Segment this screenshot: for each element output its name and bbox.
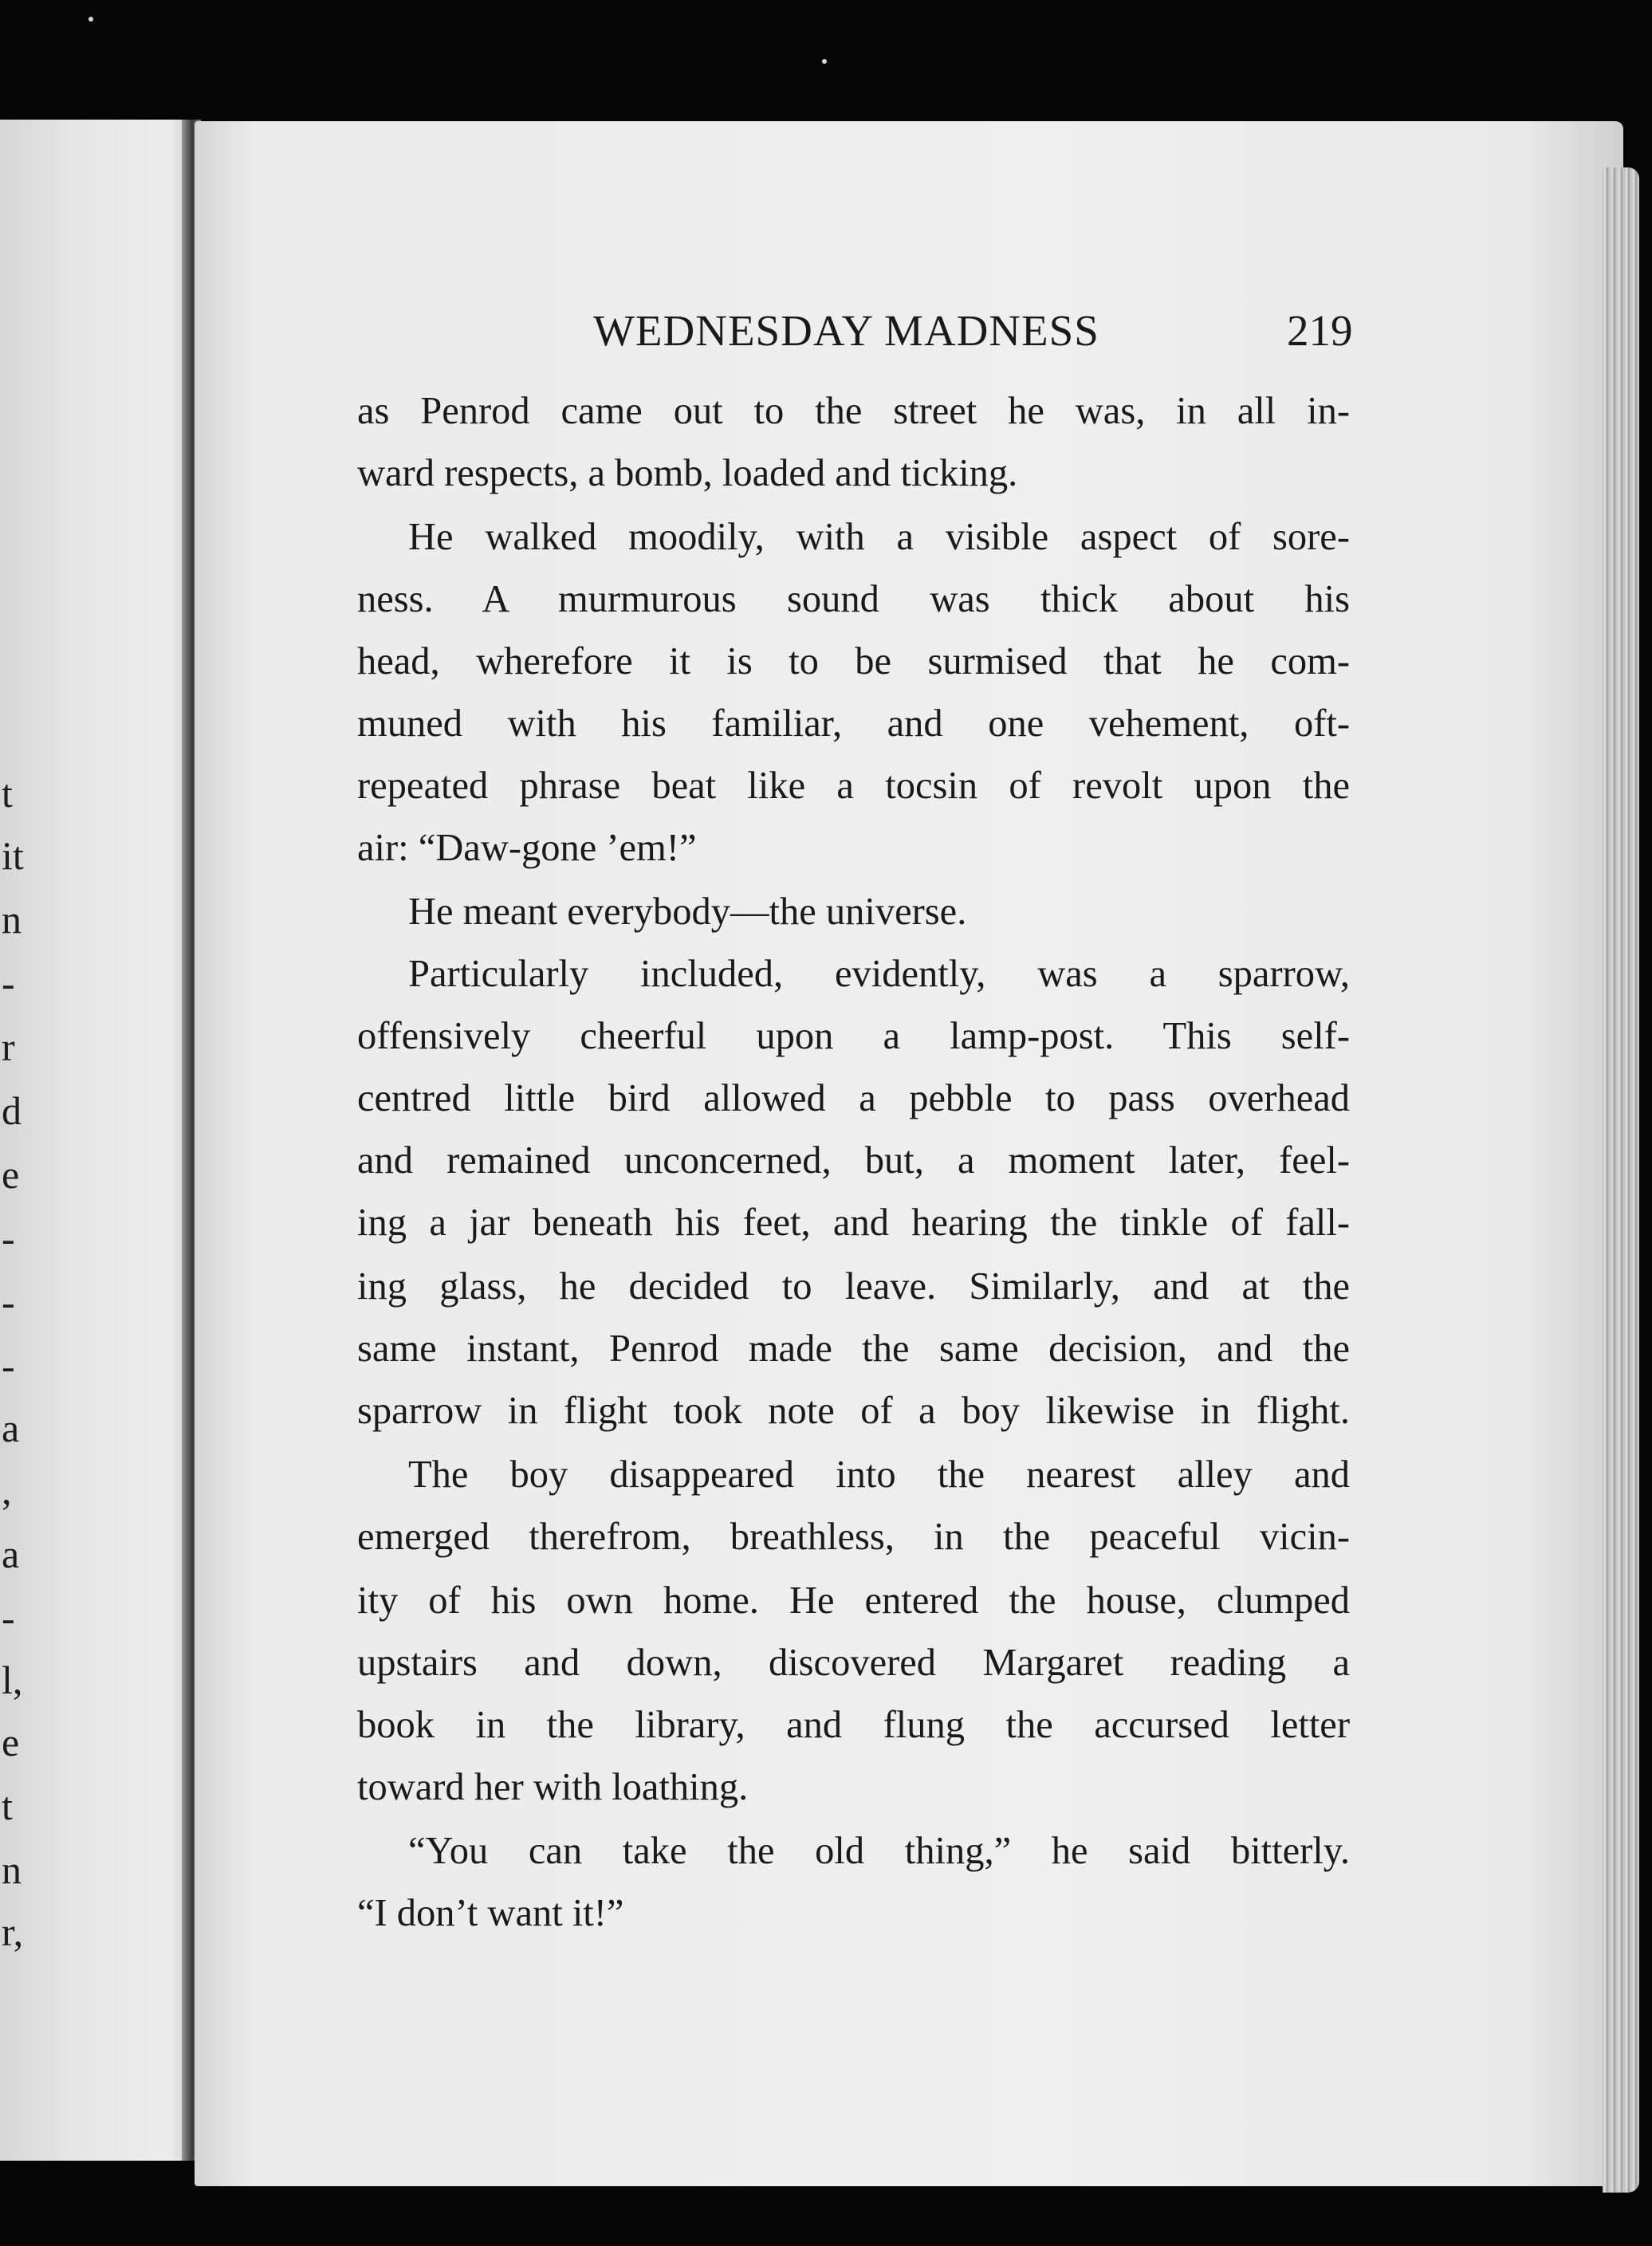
running-head: WEDNESDAY MADNESS <box>593 306 1099 355</box>
text-line: ness. A murmurous sound was thick about his <box>357 578 1350 620</box>
left-page-fragment: r, <box>2 1910 24 1954</box>
text-line: ity of his own home. He entered the house, clumped <box>357 1579 1350 1622</box>
left-page-fragment: t <box>2 1784 13 1828</box>
left-page-fragment: , <box>2 1468 12 1512</box>
text-line: He meant everybody—the universe. <box>408 891 967 933</box>
left-page-fragment: - <box>2 1343 15 1388</box>
text-line: book in the library, and flung the accursed letter <box>357 1704 1350 1746</box>
text-line: head, wherefore it is to be surmised that he com- <box>357 640 1350 682</box>
page-number: 219 <box>1287 306 1353 355</box>
left-page-fragment: - <box>2 961 15 1005</box>
text-line: ward respects, a bomb, loaded and ticking. <box>357 452 1018 494</box>
text-line: repeated phrase beat like a tocsin of revolt upon the <box>357 765 1350 807</box>
text-line: muned with his familiar, and one vehement, oft- <box>357 702 1350 745</box>
text-line: He walked moodily, with a visible aspect of sore- <box>408 516 1350 558</box>
left-page-fragment: l, <box>2 1658 23 1702</box>
left-page-fragment: - <box>2 1280 15 1324</box>
scan-speck <box>88 17 93 22</box>
text-line: centred little bird allowed a pebble to pass overhead <box>357 1077 1350 1119</box>
left-page-fragment: a <box>2 1532 20 1576</box>
left-page-fragment: - <box>2 1216 15 1261</box>
text-line: Particularly included, evidently, was a sparrow, <box>408 953 1350 995</box>
left-page-fragment: it <box>2 833 24 878</box>
text-line: The boy disappeared into the nearest alley and <box>408 1453 1350 1496</box>
left-page-edge <box>0 120 190 2161</box>
text-line: air: “Daw-gone ’em!” <box>357 827 697 869</box>
text-line: toward her with loathing. <box>357 1766 749 1808</box>
text-line: “I don’t want it!” <box>357 1892 624 1934</box>
text-line: “You can take the old thing,” he said bitterly. <box>408 1830 1350 1872</box>
text-line: same instant, Penrod made the same decision, and the <box>357 1328 1350 1370</box>
page-block-edge <box>1603 167 1639 2193</box>
left-page-fragment: d <box>2 1088 22 1133</box>
left-page-fragment: a <box>2 1406 20 1450</box>
text-line: upstairs and down, discovered Margaret reading a <box>357 1642 1350 1684</box>
text-line: as Penrod came out to the street he was, in all in- <box>357 390 1350 432</box>
text-line: offensively cheerful upon a lamp-post. This self- <box>357 1015 1350 1057</box>
left-page-fragment: n <box>2 897 22 942</box>
left-page-fragment: e <box>2 1720 20 1764</box>
left-page-fragment: - <box>2 1595 15 1640</box>
text-line: sparrow in flight took note of a boy likewise in flight. <box>357 1390 1350 1432</box>
left-page-fragment: n <box>2 1847 22 1892</box>
text-line: and remained unconcerned, but, a moment later, feel- <box>357 1139 1350 1182</box>
left-page-fragment: e <box>2 1152 20 1197</box>
scan-speck <box>822 59 827 64</box>
text-line: emerged therefrom, breathless, in the peaceful vicin- <box>357 1516 1350 1558</box>
text-line: ing glass, he decided to leave. Similarly, and at the <box>357 1265 1350 1308</box>
text-line: ing a jar beneath his feet, and hearing the tinkle of fall- <box>357 1202 1350 1244</box>
left-page-fragment: r <box>2 1025 15 1069</box>
left-page-fragment: t <box>2 771 13 816</box>
